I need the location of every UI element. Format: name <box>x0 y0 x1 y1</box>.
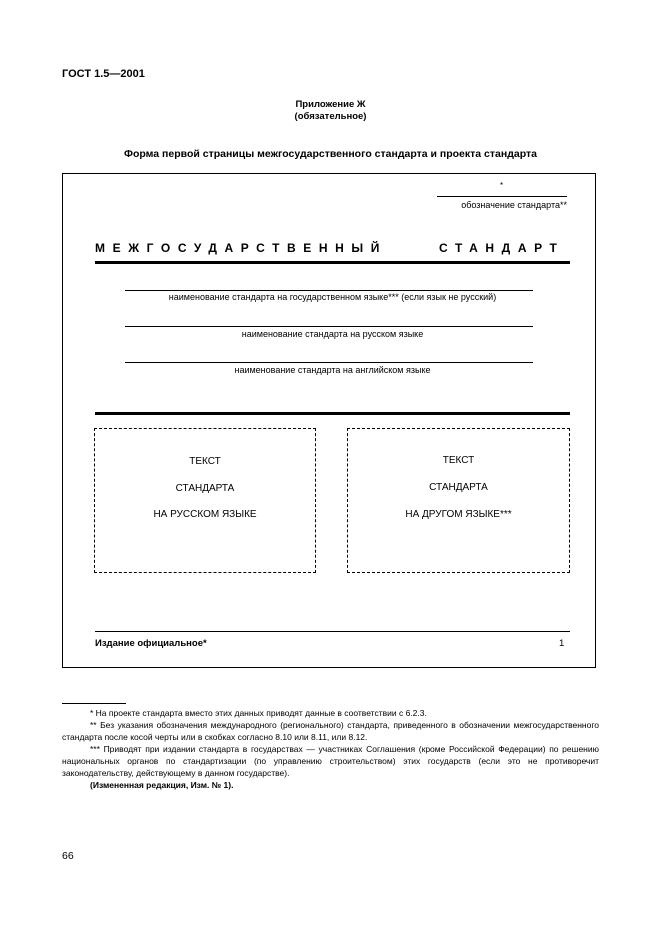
text-box-russian-line: ТЕКСТ <box>189 456 221 467</box>
text-box-other <box>347 428 570 573</box>
designation-label: обозначение стандарта** <box>461 200 567 210</box>
name-line-russian <box>125 326 533 327</box>
text-box-other-line: ТЕКСТ <box>442 455 475 466</box>
name-label-russian: наименование стандарта на русском языке <box>241 329 424 339</box>
footnote-separator <box>62 703 126 704</box>
text-box-other-line: НА ДРУГОМ ЯЗЫКЕ*** <box>405 509 512 520</box>
amendment-note: (Измененная редакция, Изм. № 1). <box>90 780 234 790</box>
heading-standard: СТАНДАРТ <box>439 241 565 255</box>
page-number: 66 <box>62 850 74 862</box>
document-code: ГОСТ 1.5—2001 <box>62 68 145 80</box>
inner-page-number: 1 <box>559 638 565 649</box>
footnote-3: *** Приводят при издании стандарта в государствах — участниках Соглашения (кроме Российской Федерации) по решению национальных органов по стандартизации (по управлению строительством) этих государств (если это не противоречит законодательству, действующему в данном государстве). <box>62 744 599 778</box>
form-title: Форма первой страницы межгосударственного стандарта и проекта стандарта <box>124 148 537 160</box>
designation-star: * <box>500 181 504 190</box>
text-box-russian-line: СТАНДАРТА <box>175 483 235 494</box>
text-box-russian-line: НА РУССКОМ ЯЗЫКЕ <box>153 509 257 520</box>
text-box-russian <box>94 428 316 573</box>
edition-rule <box>95 631 570 632</box>
name-label-national: наименование стандарта на государственном языке*** (если язык не русский) <box>168 292 497 302</box>
heading-interstate: МЕЖГОСУДАРСТВЕННЫЙ <box>95 241 387 255</box>
heading-rule <box>95 261 570 264</box>
standard-heading <box>95 241 570 255</box>
footnote-1: * На проекте стандарта вместо этих данных приводят данные в соответствии с 6.2.3. <box>90 708 427 718</box>
annex-title: Приложение Ж <box>295 99 366 110</box>
footnote-2: ** Без указания обозначения международного (регионального) стандарта, приведенного в обозначении межгосударственного стандарта после косой черты или в скобках согласно 8.10 или 8.11, или 8.12. <box>62 720 599 742</box>
names-bottom-rule <box>95 412 570 415</box>
text-box-other-line: СТАНДАРТА <box>429 482 488 493</box>
name-line-english <box>125 362 533 363</box>
name-line-national <box>125 290 533 291</box>
name-label-english: наименование стандарта на английском языке <box>234 365 431 375</box>
annex-status: (обязательное) <box>294 111 367 122</box>
edition-label: Издание официальное* <box>95 638 207 649</box>
designation-line <box>437 196 567 197</box>
